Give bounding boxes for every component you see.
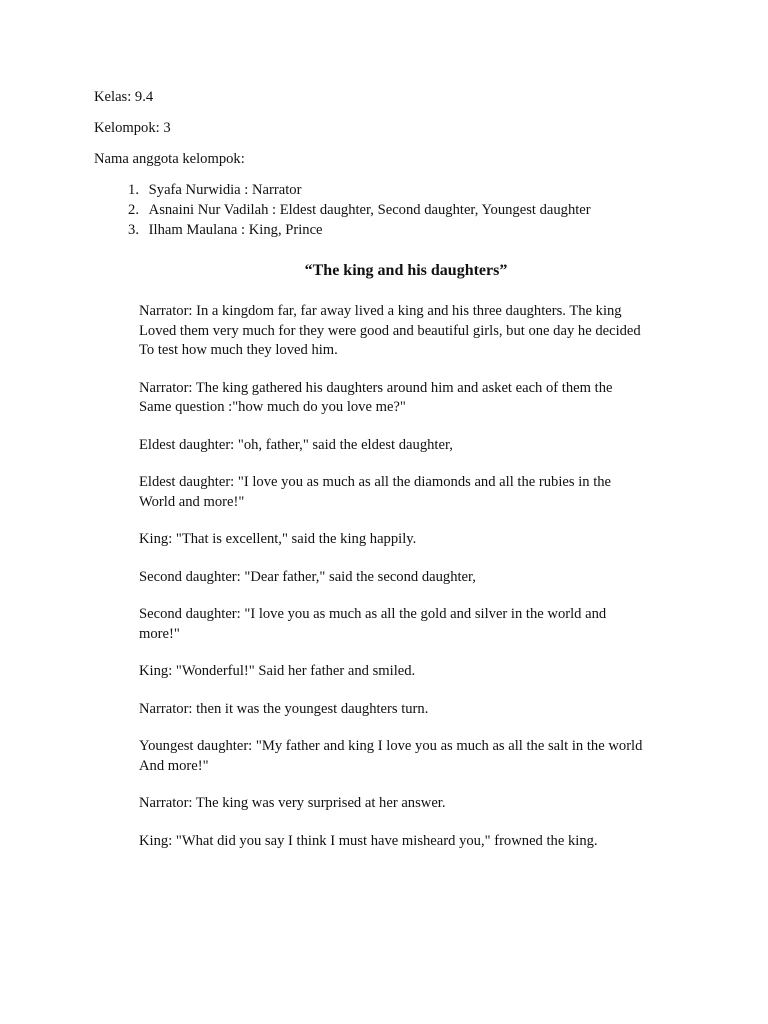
script-paragraph — [139, 473, 699, 512]
member-text: Asnaini Nur Vadilah : Eldest daughter, Second daughter, Youngest daughter — [148, 202, 591, 218]
script-paragraph — [139, 302, 699, 361]
class-line: Kelas: 9.4 — [94, 89, 154, 105]
script-line: Same question :"how much do you love me?" — [139, 399, 406, 415]
script-paragraph — [139, 530, 699, 550]
script-paragraph — [139, 436, 699, 456]
script-paragraph — [139, 379, 699, 418]
member-number: 1. — [128, 182, 139, 198]
member-item — [94, 180, 591, 200]
script-line: Youngest daughter: "My father and king I love you as much as all the salt in the world — [139, 738, 643, 754]
script-line: World and more!" — [139, 493, 245, 510]
script-line: more!" — [139, 625, 180, 642]
script-line: Second daughter: "I love you as much as all the gold and silver in the world and — [139, 606, 607, 622]
script-line: King: "Wonderful!" Said her father and smiled. — [139, 663, 416, 679]
story-title: “The king and his daughters” — [304, 262, 508, 279]
script-body — [139, 302, 699, 869]
group-line: Kelompok: 3 — [94, 120, 171, 136]
script-paragraph — [139, 794, 699, 814]
member-text: Syafa Nurwidia : Narrator — [148, 182, 302, 198]
script-paragraph — [139, 832, 699, 852]
script-line: King: "What did you say I think I must have misheard you," frowned the king. — [139, 832, 598, 849]
script-line: Narrator: The king gathered his daughters around him and asket each of them the — [139, 379, 613, 396]
script-line: Eldest daughter: "oh, father," said the eldest daughter, — [139, 436, 453, 453]
member-number: 3. — [128, 222, 139, 238]
member-text: Ilham Maulana : King, Prince — [148, 222, 323, 238]
script-line: King: "That is excellent," said the king happily. — [139, 531, 417, 547]
members-heading: Nama anggota kelompok: — [94, 151, 245, 167]
script-paragraph — [139, 700, 699, 720]
member-item — [94, 220, 591, 240]
member-item — [94, 200, 591, 220]
script-line: Narrator: The king was very surprised at her answer. — [139, 795, 446, 811]
script-line: And more!" — [139, 757, 209, 774]
script-line: Loved them very much for they were good and beautiful girls, but one day he decided — [139, 322, 641, 339]
script-line: To test how much they loved him. — [139, 342, 338, 358]
script-line: Narrator: In a kingdom far, far away lived a king and his three daughters. The king — [139, 303, 622, 319]
script-paragraph — [139, 605, 699, 644]
script-paragraph — [139, 662, 699, 682]
members-list — [94, 180, 591, 240]
member-number: 2. — [128, 202, 139, 218]
script-paragraph — [139, 737, 699, 776]
script-line: Eldest daughter: "I love you as much as all the diamonds and all the rubies in the — [139, 474, 612, 490]
script-line: Second daughter: "Dear father," said the second daughter, — [139, 568, 476, 585]
script-paragraph — [139, 568, 699, 588]
script-line: Narrator: then it was the youngest daughters turn. — [139, 700, 429, 717]
